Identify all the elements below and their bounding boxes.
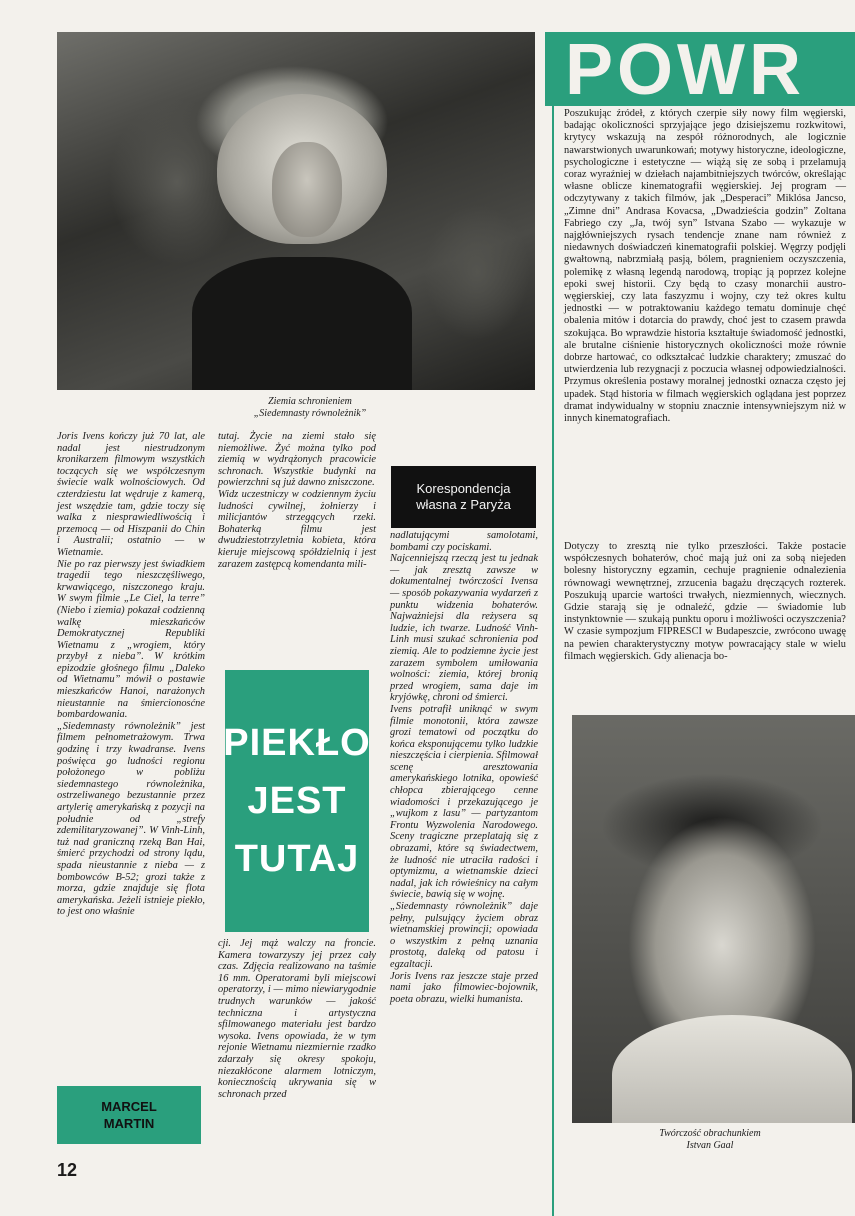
article-column-2: tutaj. Życie na ziemi stało się niemożliwe. Żyć można tylko pod ziemią w wydrążonych pracowicie schronach. Wszystkie budynki na powierzchni są już dawno zniszczone. Widz uczestniczy w codziennym życiu ludności cywilnej, żołnierzy i milicjantów strzegących rzeki. Bohaterką filmu jest dwudziestotrzyletnia kobieta, która kieruje miejscową spółdzielnią i jest zarazem zastępcą komendanta mili- <box>218 431 376 570</box>
face-shape <box>272 142 342 237</box>
shirt-shape <box>612 1015 852 1123</box>
column-divider <box>552 106 554 1216</box>
right-article-part-2: Dotyczy to zresztą nie tylko przeszłości. Także postacie współczesnych bohaterów, choć mają już oni za sobą niejeden bolesny historyczny egzamin, cechuje pragnienie odnalezienia równowagi wewnętrznej, zrzucenia bagażu dręczących rozterek. Poszukują uparcie wartości trwałych, niezmiennych, wiecznych. Gdzie starają się je odnaleźć, gdzie — świadomie lub instynktownie — szukają punktu oporu i możliwości oczyszczenia? W czasie sympozjum FIPRESCI w Budapeszcie, zwrócono uwagę na pewien charakterystyczny motyw powracający stale w wielu filmach węgierskich. Gdy alienacja bo- <box>564 541 846 662</box>
article-header-bar <box>545 32 855 106</box>
body-shape <box>192 257 412 390</box>
top-photo <box>57 32 535 390</box>
feature-title: PIEKŁO JEST TUTAJ <box>223 722 371 880</box>
article-column-2-continued: cji. Jej mąż walczy na froncie. Kamera towarzyszy jej przez cały czas. Zdjęcia realizowano na taśmie 16 mm. Operatorami byli miejscowi operatorzy, i — mimo niewiarygodnie trudnych warunków — jakość techniczna i artystyczna sfilmowanego materiału jest bardzo wysoka. Ivens opowiada, że w tym rejonie Wietnamu niezmiernie rzadko zdarzały się okresy spokoju, niezakłócone alarmem lotniczym, koniecznością ukrywania się w schronach przed <box>218 938 376 1100</box>
right-article-part-1: Poszukując źródeł, z których czerpie siły nowy film węgierski, badając okoliczności sprzyjające jego dzisiejszemu rozkwitowi, krytycy wskazują na zespół różnorodnych, ale logicznie nawarstwionych uwarunkowań; motywy historyczne, ideologiczne, psychologiczne i estetyczne — wiążą się ze sobą i przelamują coraz wyraźniej w dziełach najambitniejszych twórców, określając własne oblicze kinematografii węgierskiej. Jej program — odczytywany z takich filmów, jak „Desperaci” Miklósa Jancso, „Zimne dni” Andrasa Kovacsa, „Dwadzieścia godzin” Zoltana Fabriego czy „Ja, twój syn” Istvana Szabo — wykazuje w najgłówniejszych rysach tendencje znane nam również z niedawnych doświadczeń kinematografii polskiej. Węgrzy podjęli gwałtowną, nabrzmiałą pasją, bólem, pragnieniem oczyszczenia, polemikę z własną legendą narodową, tropiąc ją poprzez kolejne epoki swej historii. Czy będą to czasy monarchii austro-węgierskiej, czy lata faszyzmu i wojny, czy też okres kultu jednostki — w potraktowaniu każdego tematu dominuje chęć obalenia mitów i dotarcia do prawdy, choć jest to czasem prawda szokująca. Bo wprawdzie historia kształtuje świadomość jednostki, ale brutalne ciśnienie historycznych okoliczności może równie dobrze hartować, co odkształcać ludzkie charaktery; zmuszać do utwierdzenia lub rezygnacji z poczucia własnej odpowiedzialności. Przymus określenia postawy moralnej jednostki oznacza często jej upadek. Stąd historia w filmach węgierskich oglądana jest poprzez dramat indywidualny w stopniu znacznie intensywniejszym niż w innych kinematografiach. <box>564 108 846 425</box>
top-photo-caption: Ziemia schronieniem „Siedemnasty równoleżnik” <box>253 396 367 419</box>
feature-title-box <box>225 670 369 932</box>
correspondence-box: Korespondencja własna z Paryża <box>391 466 536 528</box>
author-box: MARCEL MARTIN <box>57 1086 201 1144</box>
portrait-photo <box>572 715 855 1123</box>
portrait-caption: Twórczość obrachunkiem Istvan Gaal <box>659 1128 761 1151</box>
article-column-3: nadlatującymi samolotami, bombami czy pociskami. Najcenniejszą rzeczą jest tu jednak — jak zresztą zawsze w dokumentalnej twórczości Ivensa — sposób pokazywania wydarzeń z punktu widzenia bohaterów. Najważniejsi dla reżysera są ludzie, ich twarze. Ludność Vinh-Linh musi szukać schronienia pod ziemią. Ale to podziemne życie jest zarazem symbolem umiłowania wolności: ziemia, której bronią przed wrogiem, sama daje im kryjówkę, chroni od śmierci. Ivens potrafił uniknąć w swym filmie monotonii, która zawsze grozi tematowi od początku do końca eksponującemu tylko ludzkie nieszczęścia i cierpienia. Sfilmował scenę aresztowania amerykańskiego lotnika, opowieść chłopca zbierającego cenne wiadomości i przekazującego je „wujkom z lasu” — partyzantom Frontu Wyzwolenia Narodowego. Sceny tragiczne przeplatają się z obrazami, które są świadectwem, że ludność nie utraciła radości i optymizmu, a wietnamskie dzieci nadal, jak ich rówieśnicy na całym świecie, bawią się w wojnę. „Siedemnasty równoleżnik” daje pełny, pulsujący życiem obraz wietnamskiej prowincji; opowiada o wszystkim z pełną uznania prostotą, daleką od patosu i egzaltacji. Joris Ivens raz jeszcze staje przed nami jako filmowiec-bojownik, poeta obrazu, wielki humanista. <box>390 530 538 1005</box>
article-column-1: Joris Ivens kończy już 70 lat, ale nadal jest niestrudzonym kronikarzem filmowym wszystkich toczących się we współczesnym świecie walk wolnościowych. Od czterdziestu lat wędruje z kamerą, jest wszędzie tam, gdzie toczy się walka z niesprawiedliwością i przemocą — od Hiszpanii do Chin i Australii; ostatnio — w Wietnamie. Nie po raz pierwszy jest świadkiem tragedii tego nieszczęśliwego, krwawiącego, niszczonego kraju. W swym filmie „Le Ciel, la terre” (Niebo i ziemia) pokazał codzienną walkę mieszkańców Demokratycznej Republiki Wietnamu z „wrogiem, który przybył z nieba”. W krótkim epizodzie głośnego filmu „Daleko od Wietnamu” mówił o postawie mieszkańców Hanoi, narażonych nieustannie na śmiercionosćne bombardowania. „Siedemnasty równoleżnik” jest filmem pełnometrażowym. Trwa godzinę i trzy kwadranse. Ivens poświęca go ludności regionu położonego w pobliżu siedemnastego równoleżnika, ostrzeliwanego bezustannie przez artylerię amerykańską z pozycji na południe od „strefy zdemilitaryzowanej”. W Vinh-Linh, tuż nad graniczną rzeką Ban Hai, śmierć przychodzi od strony lądu, spada nieustannie z nieba — z bombowców B-52; grozi także z morza, gdzie znajduje się flota amerykańska. Jeżeli istnieje piekło, to jest ono właśnie <box>57 431 205 918</box>
article-title: POWR <box>565 32 805 106</box>
page-number: 12 <box>57 1160 78 1180</box>
